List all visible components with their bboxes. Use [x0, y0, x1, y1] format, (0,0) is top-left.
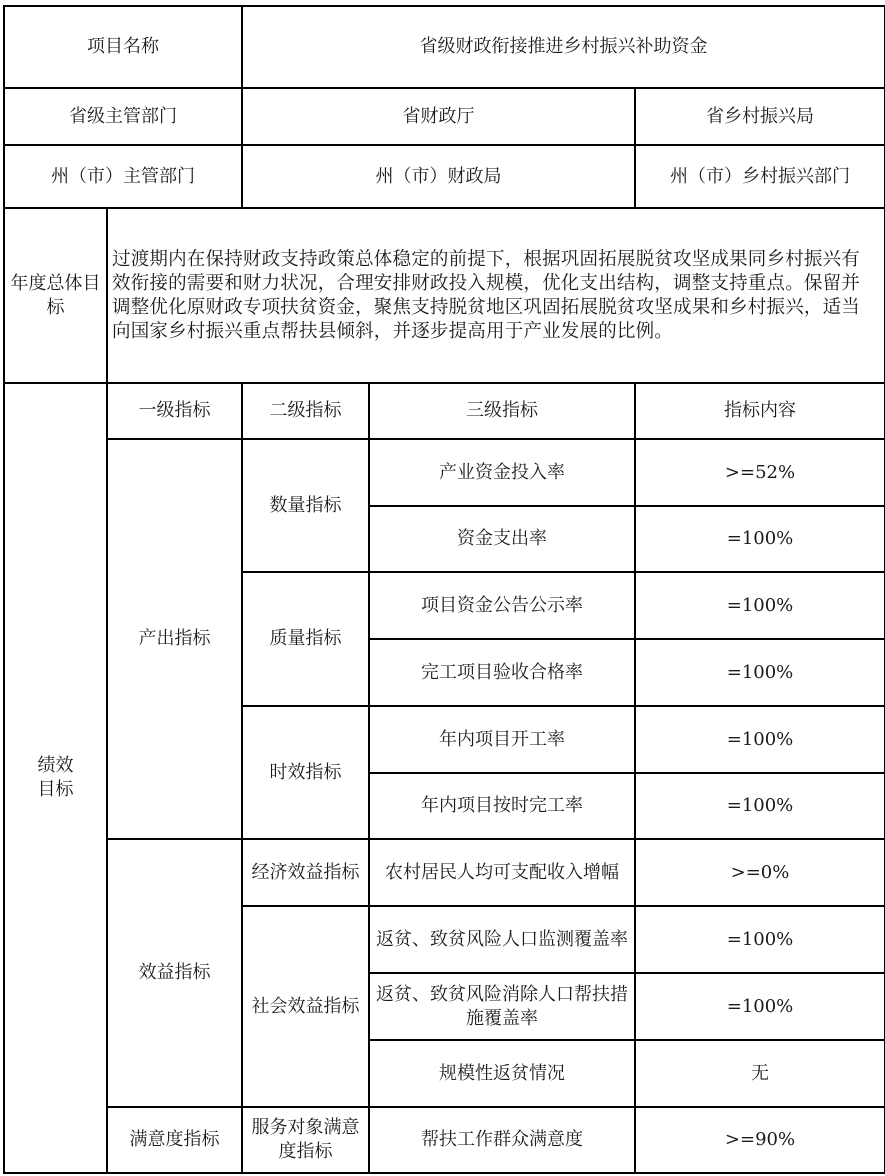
indicator-name: 年内项目开工率 [369, 706, 635, 773]
level2-quality: 质量指标 [242, 572, 369, 706]
level2-service: 服务对象满意度指标 [242, 1107, 369, 1173]
level1-satisfaction: 满意度指标 [107, 1107, 242, 1173]
indicator-value: 无 [635, 1040, 885, 1107]
performance-target-table [3, 5, 885, 1174]
performance-target-label: 绩效目标 [4, 383, 107, 1173]
level2-quantity: 数量指标 [242, 439, 369, 572]
project-name-value: 省级财政衔接推进乡村振兴补助资金 [242, 6, 885, 88]
indicator-value: >=90% [635, 1107, 885, 1173]
table-row [4, 1107, 885, 1173]
prefecture-dept-finance: 州（市）财政局 [242, 145, 635, 208]
level1-output: 产出指标 [107, 439, 242, 839]
provincial-dept-row [4, 88, 885, 145]
provincial-dept-finance: 省财政厅 [242, 88, 635, 145]
indicator-value: =100% [635, 973, 885, 1040]
project-name-row [4, 6, 885, 88]
column-header-level3: 三级指标 [369, 383, 635, 439]
indicator-name: 规模性返贫情况 [369, 1040, 635, 1107]
indicator-value: =100% [635, 906, 885, 973]
indicator-name: 返贫、致贫风险人口监测覆盖率 [369, 906, 635, 973]
indicator-name: 返贫、致贫风险消除人口帮扶措施覆盖率 [369, 973, 635, 1040]
indicator-value: =100% [635, 506, 885, 572]
level2-timeliness: 时效指标 [242, 706, 369, 839]
prefecture-dept-row [4, 145, 885, 208]
annual-target-label: 年度总体目标 [4, 208, 107, 383]
provincial-dept-rural: 省乡村振兴局 [635, 88, 885, 145]
indicator-header-row [4, 383, 885, 439]
annual-target-text: 过渡期内在保持财政支持政策总体稳定的前提下，根据巩固拓展脱贫攻坚成果同乡村振兴有效衔接的需要和财力状况，合理安排财政投入规模，优化支出结构，调整支持重点。保留并调整优化原财政专项扶贫资金，聚焦支持脱贫地区巩固拓展脱贫攻坚成果和乡村振兴，适当向国家乡村振兴重点帮扶县倾斜，并逐步提高用于产业发展的比例。 [107, 208, 885, 383]
indicator-name: 资金支出率 [369, 506, 635, 572]
column-header-level1: 一级指标 [107, 383, 242, 439]
indicator-value: =100% [635, 773, 885, 839]
column-header-level2: 二级指标 [242, 383, 369, 439]
prefecture-dept-label: 州（市）主管部门 [4, 145, 242, 208]
prefecture-dept-rural: 州（市）乡村振兴部门 [635, 145, 885, 208]
level1-benefit: 效益指标 [107, 839, 242, 1107]
indicator-name: 帮扶工作群众满意度 [369, 1107, 635, 1173]
indicator-value: >=0% [635, 839, 885, 906]
indicator-value: >=52% [635, 439, 885, 506]
indicator-name: 项目资金公告公示率 [369, 572, 635, 639]
column-header-content: 指标内容 [635, 383, 885, 439]
indicator-value: =100% [635, 572, 885, 639]
project-name-label: 项目名称 [4, 6, 242, 88]
indicator-value: =100% [635, 639, 885, 706]
indicator-name: 产业资金投入率 [369, 439, 635, 506]
table-row [4, 439, 885, 506]
indicator-value: =100% [635, 706, 885, 773]
indicator-name: 农村居民人均可支配收入增幅 [369, 839, 635, 906]
indicator-name: 年内项目按时完工率 [369, 773, 635, 839]
indicator-name: 完工项目验收合格率 [369, 639, 635, 706]
table-row [4, 839, 885, 906]
level2-social: 社会效益指标 [242, 906, 369, 1107]
annual-target-row [4, 208, 885, 383]
provincial-dept-label: 省级主管部门 [4, 88, 242, 145]
level2-economic: 经济效益指标 [242, 839, 369, 906]
